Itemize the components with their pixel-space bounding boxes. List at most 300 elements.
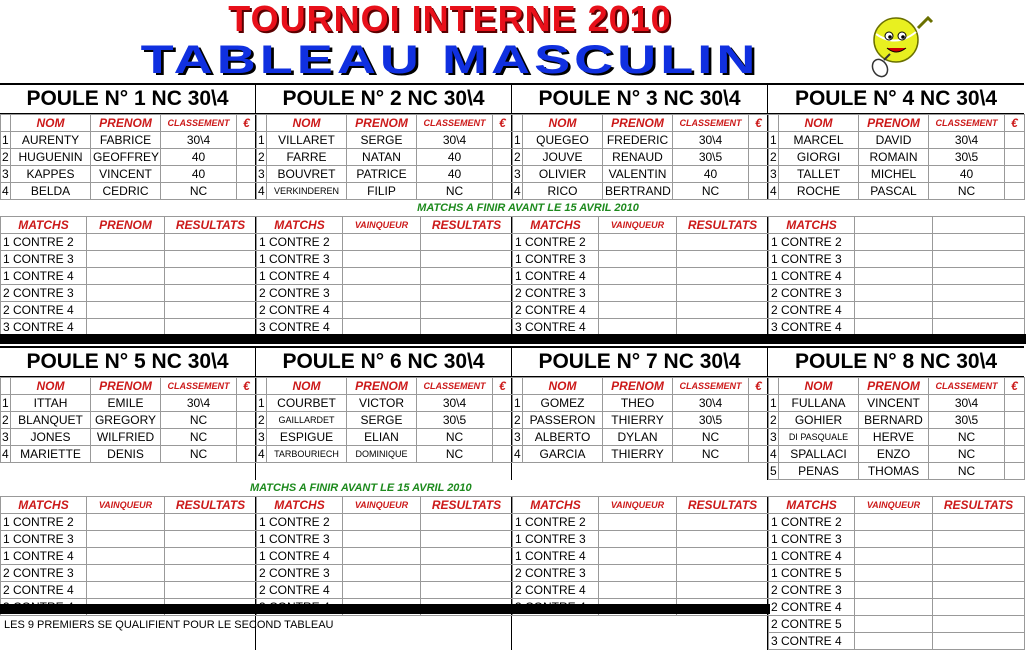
winner-cell[interactable] xyxy=(855,599,933,616)
player-lastname: PENAS xyxy=(779,463,859,480)
result-cell[interactable] xyxy=(421,302,513,319)
matches-table xyxy=(0,496,257,616)
winner-cell[interactable] xyxy=(87,514,165,531)
player-firstname: HERVE xyxy=(859,429,929,446)
player-firstname: MICHEL xyxy=(859,166,929,183)
result-cell[interactable] xyxy=(933,234,1025,251)
result-cell[interactable] xyxy=(421,531,513,548)
player-lastname: HUGUENIN xyxy=(11,149,91,166)
results-header: RESULTATS xyxy=(165,497,257,514)
winner-cell[interactable] xyxy=(599,251,677,268)
match-row xyxy=(769,548,1025,565)
fee-cell xyxy=(493,412,513,429)
match-row xyxy=(257,319,513,336)
player-ranking: 40 xyxy=(161,149,237,166)
player-firstname: VINCENT xyxy=(859,395,929,412)
matches-header xyxy=(1,497,257,514)
poule-title: POULE N° 7 NC 30\4 xyxy=(512,346,767,377)
winner-cell[interactable] xyxy=(855,531,933,548)
player-number: 1 xyxy=(770,133,777,147)
result-cell[interactable] xyxy=(165,285,257,302)
matches-table xyxy=(768,496,1025,650)
player-ranking: 40 xyxy=(673,166,749,183)
winner-cell[interactable] xyxy=(599,548,677,565)
winner-cell[interactable] xyxy=(343,319,421,336)
winner-cell[interactable] xyxy=(343,548,421,565)
classement-header: CLASSEMENT xyxy=(673,378,749,395)
player-ranking: NC xyxy=(929,463,1005,480)
players-header xyxy=(1,378,257,395)
match-row xyxy=(1,251,257,268)
winner-cell[interactable] xyxy=(599,319,677,336)
player-row xyxy=(257,412,513,429)
match-row xyxy=(1,285,257,302)
result-cell[interactable] xyxy=(677,319,769,336)
result-cell[interactable] xyxy=(165,565,257,582)
player-firstname: BERTRAND xyxy=(603,183,673,200)
prenom-header: PRENOM xyxy=(347,115,417,132)
winner-cell[interactable] xyxy=(599,268,677,285)
result-cell[interactable] xyxy=(677,582,769,599)
result-cell[interactable] xyxy=(421,285,513,302)
fee-cell xyxy=(1005,429,1025,446)
winner-cell[interactable] xyxy=(343,514,421,531)
classement-header: CLASSEMENT xyxy=(417,378,493,395)
matchs-header: MATCHS xyxy=(769,497,855,514)
matches-table xyxy=(512,216,769,336)
euro-header: € xyxy=(237,378,257,395)
player-ranking: 30\4 xyxy=(929,132,1005,149)
nom-header: NOM xyxy=(523,378,603,395)
match-pairing: 1 CONTRE 3 xyxy=(257,251,343,268)
result-cell[interactable] xyxy=(421,268,513,285)
player-lastname: FULLANA xyxy=(779,395,859,412)
euro-header: € xyxy=(1005,378,1025,395)
result-cell[interactable] xyxy=(165,582,257,599)
match-row xyxy=(769,302,1025,319)
fee-cell xyxy=(1005,183,1025,200)
result-cell[interactable] xyxy=(933,319,1025,336)
player-ranking: 30\4 xyxy=(929,395,1005,412)
poules-row-1 xyxy=(0,83,1026,336)
match-pairing: 2 CONTRE 3 xyxy=(1,565,87,582)
match-pairing: 1 CONTRE 4 xyxy=(257,548,343,565)
player-ranking: 40 xyxy=(417,166,493,183)
match-pairing: 2 CONTRE 5 xyxy=(769,616,855,633)
result-cell[interactable] xyxy=(933,268,1025,285)
match-pairing: 2 CONTRE 3 xyxy=(1,285,87,302)
match-row xyxy=(513,234,769,251)
fee-cell xyxy=(1005,446,1025,463)
match-row xyxy=(1,582,257,599)
match-pairing: 1 CONTRE 2 xyxy=(513,234,599,251)
result-cell[interactable] xyxy=(165,268,257,285)
result-cell[interactable] xyxy=(933,548,1025,565)
player-ranking: 30\5 xyxy=(673,149,749,166)
player-lastname: MARCEL xyxy=(779,132,859,149)
player-ranking: 30\4 xyxy=(161,395,237,412)
player-lastname: VILLARET xyxy=(267,132,347,149)
player-ranking: 30\4 xyxy=(161,132,237,149)
player-lastname: GOHIER xyxy=(779,412,859,429)
result-cell[interactable] xyxy=(421,582,513,599)
player-lastname: QUEGEO xyxy=(523,132,603,149)
poule-title: POULE N° 1 NC 30\4 xyxy=(0,83,255,114)
winner-cell[interactable] xyxy=(599,285,677,302)
poule-2-matches xyxy=(256,216,512,336)
player-ranking: NC xyxy=(929,446,1005,463)
winner-cell[interactable] xyxy=(343,251,421,268)
winner-cell[interactable] xyxy=(87,234,165,251)
classement-header: CLASSEMENT xyxy=(673,115,749,132)
result-cell[interactable] xyxy=(165,302,257,319)
results-header xyxy=(933,217,1025,234)
players-table xyxy=(256,377,513,463)
result-cell[interactable] xyxy=(677,548,769,565)
winner-cell[interactable] xyxy=(855,319,933,336)
player-number: 4 xyxy=(770,447,777,461)
match-pairing: 1 CONTRE 4 xyxy=(513,548,599,565)
player-lastname: RICO xyxy=(523,183,603,200)
player-row xyxy=(1,149,257,166)
winner-header: VAINQUEUR xyxy=(599,217,677,234)
result-cell[interactable] xyxy=(933,633,1025,650)
result-cell[interactable] xyxy=(933,285,1025,302)
matches-table xyxy=(768,216,1025,336)
match-pairing: 2 CONTRE 3 xyxy=(257,565,343,582)
match-pairing: 1 CONTRE 3 xyxy=(1,251,87,268)
match-pairing: 2 CONTRE 4 xyxy=(769,599,855,616)
fee-cell xyxy=(1005,463,1025,480)
players-header xyxy=(257,378,513,395)
fee-cell xyxy=(749,132,769,149)
player-number: 2 xyxy=(258,413,265,427)
player-ranking: NC xyxy=(929,183,1005,200)
result-cell[interactable] xyxy=(421,234,513,251)
match-pairing: 1 CONTRE 2 xyxy=(769,514,855,531)
result-cell[interactable] xyxy=(677,531,769,548)
player-number: 2 xyxy=(770,413,777,427)
result-cell[interactable] xyxy=(933,514,1025,531)
result-cell[interactable] xyxy=(165,548,257,565)
winner-cell[interactable] xyxy=(87,319,165,336)
result-cell[interactable] xyxy=(677,251,769,268)
player-ranking: NC xyxy=(673,429,749,446)
match-row xyxy=(257,268,513,285)
player-row xyxy=(257,166,513,183)
player-number: 3 xyxy=(514,430,521,444)
winner-cell[interactable] xyxy=(599,531,677,548)
match-pairing: 2 CONTRE 3 xyxy=(769,285,855,302)
prenom-header: PRENOM xyxy=(91,115,161,132)
match-row xyxy=(1,268,257,285)
result-cell[interactable] xyxy=(677,565,769,582)
players-table xyxy=(256,114,513,200)
match-pairing: 2 CONTRE 4 xyxy=(513,582,599,599)
match-row xyxy=(769,531,1025,548)
winner-cell[interactable] xyxy=(343,565,421,582)
match-pairing: 1 CONTRE 4 xyxy=(257,268,343,285)
results-header: RESULTATS xyxy=(677,497,769,514)
result-cell[interactable] xyxy=(933,251,1025,268)
player-ranking: NC xyxy=(929,429,1005,446)
player-number: 2 xyxy=(514,150,521,164)
winner-cell[interactable] xyxy=(87,565,165,582)
match-pairing: 3 CONTRE 4 xyxy=(769,633,855,650)
fee-cell xyxy=(237,166,257,183)
match-pairing: 1 CONTRE 4 xyxy=(1,548,87,565)
result-cell[interactable] xyxy=(933,599,1025,616)
match-row xyxy=(513,565,769,582)
player-firstname: FREDERIC xyxy=(603,132,673,149)
player-firstname: GREGORY xyxy=(91,412,161,429)
player-ranking: 40 xyxy=(929,166,1005,183)
euro-header: € xyxy=(493,378,513,395)
winner-cell[interactable] xyxy=(855,285,933,302)
player-number: 2 xyxy=(258,150,265,164)
matchs-header: MATCHS xyxy=(257,497,343,514)
player-row xyxy=(769,412,1025,429)
player-row xyxy=(257,132,513,149)
match-row xyxy=(769,565,1025,582)
player-firstname: EMILE xyxy=(91,395,161,412)
matchs-header: MATCHS xyxy=(257,217,343,234)
result-cell[interactable] xyxy=(165,531,257,548)
match-row xyxy=(257,565,513,582)
prenom-header: PRENOM xyxy=(603,378,673,395)
poule-6 xyxy=(256,346,512,480)
winner-cell[interactable] xyxy=(855,633,933,650)
player-number: 3 xyxy=(2,167,9,181)
fee-cell xyxy=(493,446,513,463)
player-number: 3 xyxy=(770,167,777,181)
winner-cell[interactable] xyxy=(599,514,677,531)
player-firstname: VALENTIN xyxy=(603,166,673,183)
match-pairing: 1 CONTRE 3 xyxy=(257,531,343,548)
match-pairing: 1 CONTRE 2 xyxy=(257,514,343,531)
match-row xyxy=(1,302,257,319)
match-pairing: 3 CONTRE 4 xyxy=(513,319,599,336)
players-table xyxy=(512,377,769,463)
prenom-header: PRENOM xyxy=(859,115,929,132)
matches-header xyxy=(769,217,1025,234)
player-firstname: RENAUD xyxy=(603,149,673,166)
winner-cell[interactable] xyxy=(87,302,165,319)
separator-bar-2 xyxy=(0,604,770,614)
match-row xyxy=(769,251,1025,268)
winner-cell[interactable] xyxy=(87,268,165,285)
tournament-title: TOURNOI INTERNE 2010 xyxy=(228,0,672,39)
player-number: 3 xyxy=(770,430,777,444)
player-row xyxy=(1,412,257,429)
winner-cell[interactable] xyxy=(343,302,421,319)
match-row xyxy=(257,548,513,565)
winner-cell[interactable] xyxy=(599,302,677,319)
poule-title: POULE N° 8 NC 30\4 xyxy=(768,346,1024,377)
match-row xyxy=(257,531,513,548)
match-pairing: 3 CONTRE 4 xyxy=(257,319,343,336)
winner-cell[interactable] xyxy=(599,234,677,251)
fee-cell xyxy=(493,395,513,412)
winner-cell[interactable] xyxy=(343,582,421,599)
winner-cell[interactable] xyxy=(855,302,933,319)
result-cell[interactable] xyxy=(165,514,257,531)
result-cell[interactable] xyxy=(421,319,513,336)
match-row xyxy=(513,319,769,336)
match-pairing: 1 CONTRE 4 xyxy=(1,268,87,285)
result-cell[interactable] xyxy=(933,302,1025,319)
winner-cell[interactable] xyxy=(855,548,933,565)
player-lastname: TARBOURIECH xyxy=(267,446,347,463)
fee-cell xyxy=(1005,166,1025,183)
fee-cell xyxy=(1005,132,1025,149)
winner-header xyxy=(855,217,933,234)
match-row xyxy=(769,599,1025,616)
classement-header: CLASSEMENT xyxy=(161,378,237,395)
matches-table xyxy=(256,496,513,616)
winner-cell[interactable] xyxy=(855,514,933,531)
player-firstname: SERGE xyxy=(347,132,417,149)
fee-cell xyxy=(493,166,513,183)
matchs-header: MATCHS xyxy=(513,497,599,514)
winner-cell[interactable] xyxy=(343,234,421,251)
result-cell[interactable] xyxy=(677,234,769,251)
classement-header: CLASSEMENT xyxy=(929,378,1005,395)
nom-header: NOM xyxy=(11,378,91,395)
player-row xyxy=(1,166,257,183)
winner-header: VAINQUEUR xyxy=(343,497,421,514)
players-header xyxy=(1,115,257,132)
winner-cell[interactable] xyxy=(87,548,165,565)
winner-cell[interactable] xyxy=(87,285,165,302)
players-header xyxy=(513,378,769,395)
player-lastname: KAPPES xyxy=(11,166,91,183)
poule-8-matches xyxy=(768,496,1024,650)
player-firstname: THIERRY xyxy=(603,412,673,429)
player-row xyxy=(513,132,769,149)
result-cell[interactable] xyxy=(933,531,1025,548)
euro-header: € xyxy=(493,115,513,132)
winner-cell[interactable] xyxy=(343,285,421,302)
winner-cell[interactable] xyxy=(855,582,933,599)
result-cell[interactable] xyxy=(165,234,257,251)
matches-header xyxy=(1,217,257,234)
player-firstname: THIERRY xyxy=(603,446,673,463)
result-cell[interactable] xyxy=(933,565,1025,582)
players-table xyxy=(512,114,769,200)
player-ranking: 30\5 xyxy=(929,412,1005,429)
nom-header: NOM xyxy=(267,115,347,132)
winner-cell[interactable] xyxy=(855,251,933,268)
match-pairing: 1 CONTRE 2 xyxy=(513,514,599,531)
match-row xyxy=(1,514,257,531)
winner-cell[interactable] xyxy=(599,582,677,599)
result-cell[interactable] xyxy=(165,251,257,268)
result-cell[interactable] xyxy=(677,268,769,285)
euro-header: € xyxy=(749,115,769,132)
winner-cell[interactable] xyxy=(87,251,165,268)
match-row xyxy=(769,268,1025,285)
poule-7 xyxy=(512,346,768,480)
players-header xyxy=(513,115,769,132)
matches-table xyxy=(256,216,513,336)
result-cell[interactable] xyxy=(677,302,769,319)
players-table xyxy=(0,114,257,200)
matchs-header: MATCHS xyxy=(769,217,855,234)
result-cell[interactable] xyxy=(421,514,513,531)
match-pairing: 1 CONTRE 3 xyxy=(769,531,855,548)
winner-cell[interactable] xyxy=(343,268,421,285)
result-cell[interactable] xyxy=(421,548,513,565)
player-row xyxy=(513,183,769,200)
match-row xyxy=(769,582,1025,599)
fee-cell xyxy=(237,395,257,412)
matchs-header: MATCHS xyxy=(1,497,87,514)
match-row xyxy=(513,285,769,302)
result-cell[interactable] xyxy=(421,251,513,268)
result-cell[interactable] xyxy=(933,582,1025,599)
winner-cell[interactable] xyxy=(855,268,933,285)
match-row xyxy=(257,251,513,268)
winner-cell[interactable] xyxy=(855,565,933,582)
player-number: 3 xyxy=(258,430,265,444)
result-cell[interactable] xyxy=(677,514,769,531)
poule-title: POULE N° 2 NC 30\4 xyxy=(256,83,511,114)
player-lastname: SPALLACI xyxy=(779,446,859,463)
result-cell[interactable] xyxy=(421,565,513,582)
player-ranking: 30\4 xyxy=(673,132,749,149)
player-lastname: OLIVIER xyxy=(523,166,603,183)
fee-cell xyxy=(749,412,769,429)
matches-header xyxy=(513,217,769,234)
winner-cell[interactable] xyxy=(855,234,933,251)
poule-1-matches xyxy=(0,216,256,336)
match-row xyxy=(257,234,513,251)
player-ranking: NC xyxy=(161,183,237,200)
classement-header: CLASSEMENT xyxy=(929,115,1005,132)
player-number: 4 xyxy=(770,184,777,198)
deadline-note-1: MATCHS A FINIR AVANT LE 15 AVRIL 2010 xyxy=(417,202,639,214)
match-row xyxy=(513,251,769,268)
player-row xyxy=(257,395,513,412)
player-row xyxy=(513,412,769,429)
nom-header: NOM xyxy=(779,378,859,395)
result-cell[interactable] xyxy=(165,319,257,336)
player-firstname: SERGE xyxy=(347,412,417,429)
nom-header: NOM xyxy=(523,115,603,132)
match-row xyxy=(769,285,1025,302)
player-ranking: NC xyxy=(417,429,493,446)
winner-cell[interactable] xyxy=(87,582,165,599)
winner-cell[interactable] xyxy=(599,565,677,582)
fee-cell xyxy=(237,429,257,446)
player-ranking: 30\4 xyxy=(417,395,493,412)
qualification-note: LES 9 PREMIERS SE QUALIFIENT POUR LE SECOND TABLEAU xyxy=(4,619,334,631)
winner-cell[interactable] xyxy=(343,531,421,548)
players-header xyxy=(257,115,513,132)
match-row xyxy=(1,531,257,548)
match-pairing: 3 CONTRE 4 xyxy=(769,319,855,336)
poule-2 xyxy=(256,83,512,200)
winner-cell[interactable] xyxy=(87,531,165,548)
player-lastname: BLANQUET xyxy=(11,412,91,429)
poule-1 xyxy=(0,83,256,200)
matchs-header: MATCHS xyxy=(513,217,599,234)
player-number: 2 xyxy=(770,150,777,164)
player-row xyxy=(1,446,257,463)
result-cell[interactable] xyxy=(677,285,769,302)
winner-header: PRENOM xyxy=(87,217,165,234)
